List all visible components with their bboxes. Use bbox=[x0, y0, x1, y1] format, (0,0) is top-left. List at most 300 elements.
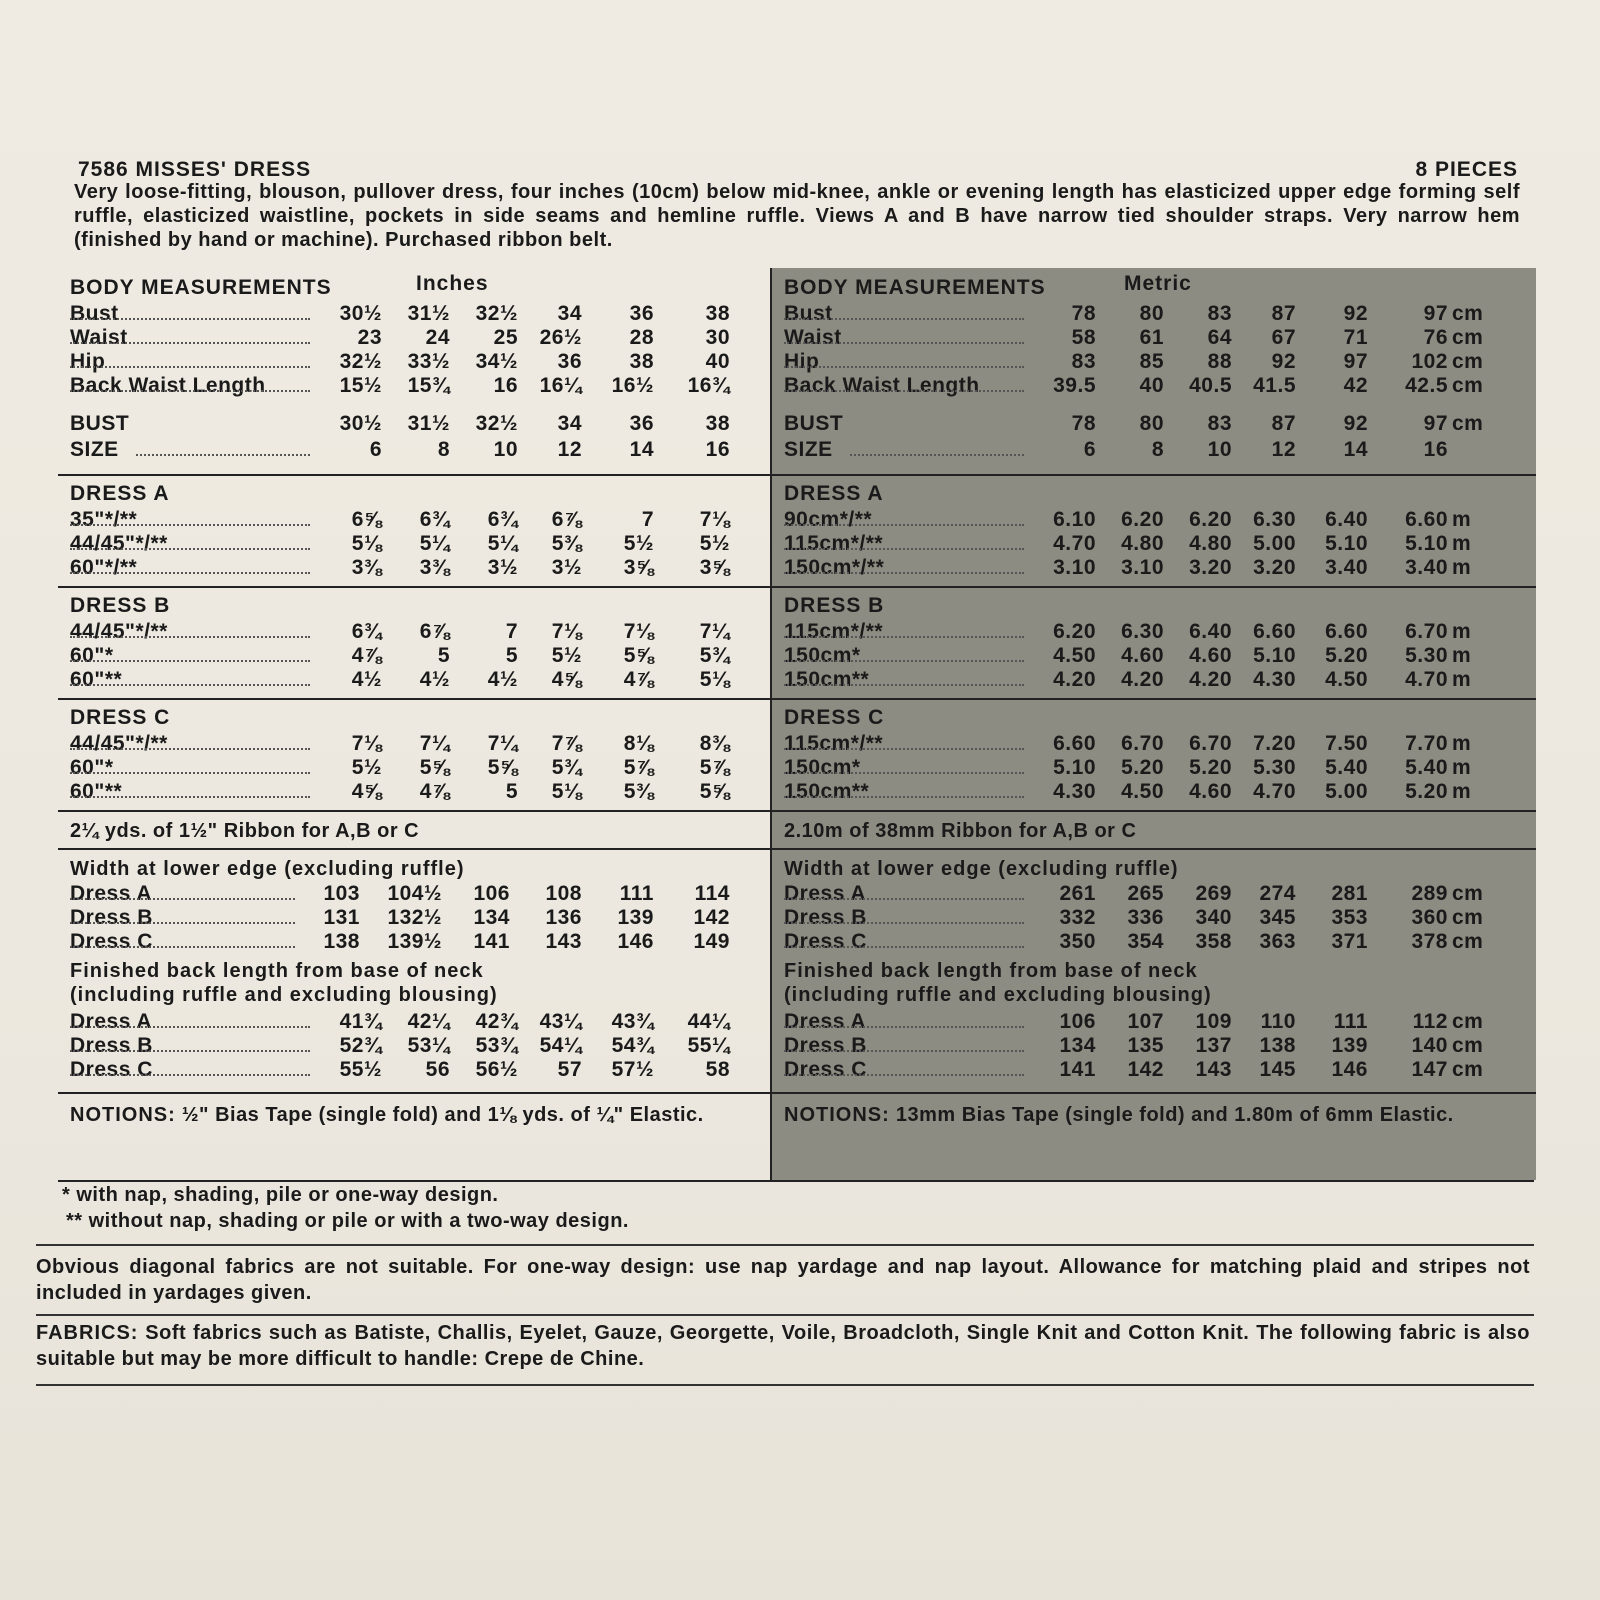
row-value: 4½ bbox=[351, 668, 382, 691]
row-value: 56½ bbox=[475, 1058, 518, 1081]
fabrics-note bbox=[36, 1320, 1530, 1372]
row-value: 3.10 bbox=[1053, 556, 1096, 579]
leader-dots bbox=[784, 772, 1024, 774]
row-value: 142 bbox=[693, 906, 730, 929]
table-row bbox=[784, 1034, 1526, 1058]
metric-column bbox=[770, 268, 1536, 1180]
row-value: 358 bbox=[1195, 930, 1232, 953]
length-heading: Finished back length from base of neck bbox=[70, 960, 484, 982]
footnotes bbox=[62, 1182, 629, 1234]
row-value: 3.40 bbox=[1325, 556, 1368, 579]
leader-dots bbox=[784, 572, 1024, 574]
table-row bbox=[70, 532, 760, 556]
row-value: 71 bbox=[1343, 326, 1368, 349]
row-value: 4.50 bbox=[1325, 668, 1368, 691]
row-value: 7.70 bbox=[1405, 732, 1448, 755]
bust-value: 32½ bbox=[475, 412, 518, 435]
row-value: 42¾ bbox=[475, 1010, 518, 1033]
bust-value: 97 bbox=[1423, 412, 1448, 435]
notions-note bbox=[70, 1102, 760, 1128]
row-value: 83 bbox=[1071, 350, 1096, 373]
row-value: 5⅝ bbox=[419, 756, 450, 779]
row-value: 3.20 bbox=[1189, 556, 1232, 579]
table-row bbox=[70, 620, 760, 644]
unit-label: m bbox=[1452, 732, 1472, 755]
row-label: 44/45"*/** bbox=[70, 532, 168, 555]
row-value: 109 bbox=[1195, 1010, 1232, 1033]
row-value: 3.40 bbox=[1405, 556, 1448, 579]
row-value: 265 bbox=[1127, 882, 1164, 905]
size-value: 16 bbox=[705, 438, 730, 461]
size-row bbox=[70, 438, 760, 462]
row-label: 44/45"*/** bbox=[70, 732, 168, 755]
table-row bbox=[784, 756, 1526, 780]
divider bbox=[36, 1384, 1534, 1386]
row-value: 6.10 bbox=[1053, 508, 1096, 531]
leader-dots bbox=[70, 1050, 310, 1052]
row-value: 4.70 bbox=[1053, 532, 1096, 555]
row-value: 3½ bbox=[487, 556, 518, 579]
length-heading: (including ruffle and excluding blousing) bbox=[784, 984, 1212, 1006]
row-value: 38 bbox=[629, 350, 654, 373]
row-label: Dress C bbox=[784, 1058, 867, 1081]
section-heading: DRESS C bbox=[784, 706, 885, 729]
row-value: 111 bbox=[619, 882, 654, 905]
leader-dots bbox=[136, 454, 310, 456]
row-value: 7⅛ bbox=[551, 620, 582, 643]
bust-row bbox=[70, 412, 760, 436]
row-label: Dress B bbox=[70, 1034, 153, 1057]
row-value: 4.60 bbox=[1189, 644, 1232, 667]
row-value: 6.40 bbox=[1325, 508, 1368, 531]
row-value: 42.5 bbox=[1405, 374, 1448, 397]
row-value: 146 bbox=[1331, 1058, 1368, 1081]
bust-value: 83 bbox=[1207, 412, 1232, 435]
unit-label: m bbox=[1452, 532, 1472, 555]
row-value: 4⅞ bbox=[351, 644, 382, 667]
leader-dots bbox=[784, 342, 1024, 344]
row-value: 53¼ bbox=[407, 1034, 450, 1057]
row-label: Dress A bbox=[784, 1010, 867, 1033]
size-value: 8 bbox=[1151, 438, 1164, 461]
row-value: 41.5 bbox=[1253, 374, 1296, 397]
pattern-title: 7586 MISSES' DRESS bbox=[78, 158, 312, 181]
row-value: 4.80 bbox=[1189, 532, 1232, 555]
table-row bbox=[70, 556, 760, 580]
row-value: 131 bbox=[323, 906, 360, 929]
unit-label: cm bbox=[1452, 374, 1484, 397]
row-value: 6.70 bbox=[1189, 732, 1232, 755]
row-value: 92 bbox=[1271, 350, 1296, 373]
row-value: 269 bbox=[1195, 882, 1232, 905]
yardage-section-dress-b bbox=[58, 588, 770, 700]
row-value: 5.30 bbox=[1405, 644, 1448, 667]
row-value: 106 bbox=[1059, 1010, 1096, 1033]
row-value: 135 bbox=[1127, 1034, 1164, 1057]
unit-label: m bbox=[1452, 620, 1472, 643]
row-value: 111 bbox=[1333, 1010, 1368, 1033]
ribbon-note: 2¼ yds. of 1½" Ribbon for A,B or C bbox=[70, 820, 420, 842]
leader-dots bbox=[70, 1026, 310, 1028]
leader-dots bbox=[70, 342, 310, 344]
leader-dots bbox=[70, 796, 310, 798]
row-label: Waist bbox=[784, 326, 842, 349]
table-row bbox=[784, 374, 1526, 398]
row-value: 289 bbox=[1411, 882, 1448, 905]
row-value: 5 bbox=[505, 780, 518, 803]
row-value: 6.60 bbox=[1325, 620, 1368, 643]
row-value: 6¾ bbox=[419, 508, 450, 531]
row-value: 16¼ bbox=[539, 374, 582, 397]
row-value: 4⅞ bbox=[419, 780, 450, 803]
row-value: 354 bbox=[1127, 930, 1164, 953]
unit-label: cm bbox=[1452, 412, 1484, 435]
row-value: 142 bbox=[1127, 1058, 1164, 1081]
row-value: 5⅞ bbox=[623, 756, 654, 779]
row-value: 64 bbox=[1207, 326, 1232, 349]
row-value: 54¾ bbox=[611, 1034, 654, 1057]
pieces-count: 8 PIECES bbox=[1415, 158, 1518, 181]
row-value: 6.60 bbox=[1053, 732, 1096, 755]
row-value: 281 bbox=[1331, 882, 1368, 905]
table-row bbox=[70, 374, 760, 398]
unit-label: m bbox=[1452, 756, 1472, 779]
row-value: 114 bbox=[694, 882, 730, 905]
footnote-nap: * with nap, shading, pile or one-way design. bbox=[62, 1184, 499, 1206]
section-heading: DRESS B bbox=[784, 594, 885, 617]
row-value: 40 bbox=[705, 350, 730, 373]
row-value: 5.40 bbox=[1325, 756, 1368, 779]
yardage-section-dress-b bbox=[772, 588, 1536, 700]
row-value: 7.50 bbox=[1325, 732, 1368, 755]
row-label: Dress B bbox=[784, 906, 867, 929]
unit-label: m bbox=[1452, 556, 1472, 579]
unit-label: m bbox=[1452, 780, 1472, 803]
row-value: 7¼ bbox=[487, 732, 518, 755]
leader-dots bbox=[784, 946, 1024, 948]
row-value: 3½ bbox=[551, 556, 582, 579]
row-value: 15½ bbox=[339, 374, 382, 397]
table-row bbox=[784, 620, 1526, 644]
row-value: 32½ bbox=[475, 302, 518, 325]
table-row bbox=[784, 906, 1526, 930]
row-value: 4.70 bbox=[1405, 668, 1448, 691]
row-value: 5⅞ bbox=[699, 756, 730, 779]
row-value: 139½ bbox=[387, 930, 442, 953]
bust-row bbox=[784, 412, 1526, 436]
notions-label: NOTIONS: bbox=[70, 1104, 176, 1126]
footnote-no-nap: ** without nap, shading or pile or with a two-way design. bbox=[66, 1210, 629, 1232]
row-value: 97 bbox=[1343, 350, 1368, 373]
row-value: 363 bbox=[1259, 930, 1296, 953]
bust-value: 34 bbox=[557, 412, 582, 435]
row-value: 25 bbox=[493, 326, 518, 349]
row-value: 145 bbox=[1259, 1058, 1296, 1081]
leader-dots bbox=[70, 684, 310, 686]
row-value: 23 bbox=[357, 326, 382, 349]
divider bbox=[36, 1314, 1534, 1316]
row-value: 146 bbox=[617, 930, 654, 953]
row-value: 54¼ bbox=[539, 1034, 582, 1057]
row-value: 52¾ bbox=[339, 1034, 382, 1057]
row-value: 4⅝ bbox=[551, 668, 582, 691]
row-value: 42 bbox=[1343, 374, 1368, 397]
row-value: 6.40 bbox=[1189, 620, 1232, 643]
row-value: 28 bbox=[629, 326, 654, 349]
row-value: 31½ bbox=[407, 302, 450, 325]
row-value: 141 bbox=[1059, 1058, 1096, 1081]
table-row bbox=[70, 1058, 760, 1082]
row-value: 4.60 bbox=[1189, 780, 1232, 803]
row-value: 371 bbox=[1331, 930, 1368, 953]
row-value: 132½ bbox=[387, 906, 442, 929]
row-value: 7¼ bbox=[699, 620, 730, 643]
row-value: 5¾ bbox=[699, 644, 730, 667]
row-label: Bust bbox=[784, 302, 833, 325]
row-value: 360 bbox=[1411, 906, 1448, 929]
section-heading: DRESS A bbox=[70, 482, 170, 505]
row-value: 4½ bbox=[419, 668, 450, 691]
size-value: 14 bbox=[629, 438, 654, 461]
row-value: 4.20 bbox=[1053, 668, 1096, 691]
row-value: 138 bbox=[323, 930, 360, 953]
row-value: 78 bbox=[1071, 302, 1096, 325]
leader-dots bbox=[784, 922, 1024, 924]
row-value: 55½ bbox=[339, 1058, 382, 1081]
row-value: 340 bbox=[1195, 906, 1232, 929]
length-heading: Finished back length from base of neck bbox=[784, 960, 1198, 982]
section-heading: BODY MEASUREMENTS bbox=[784, 276, 1046, 299]
row-value: 42¼ bbox=[407, 1010, 450, 1033]
leader-dots bbox=[784, 684, 1024, 686]
row-value: 5 bbox=[505, 644, 518, 667]
table-row bbox=[70, 1034, 760, 1058]
leader-dots bbox=[784, 318, 1024, 320]
row-value: 143 bbox=[545, 930, 582, 953]
size-label: SIZE bbox=[784, 438, 833, 461]
leader-dots bbox=[784, 1074, 1024, 1076]
row-value: 5.10 bbox=[1253, 644, 1296, 667]
row-label: Dress B bbox=[784, 1034, 867, 1057]
bust-value: 36 bbox=[629, 412, 654, 435]
row-value: 7 bbox=[505, 620, 518, 643]
table-row bbox=[784, 1010, 1526, 1034]
pattern-description: Very loose-fitting, blouson, pullover dress, four inches (10cm) below mid-knee, ankle or evening length has elasticized upper edge forming self ruffle, elasticized waistline, pockets in side seams and hemline ruffle. Views A and B have narrow tied shoulder straps. Very narrow hem (finished by hand or machine). Purchased ribbon belt. bbox=[74, 181, 1520, 251]
row-value: 6.60 bbox=[1253, 620, 1296, 643]
table-row bbox=[70, 350, 760, 374]
leader-dots bbox=[784, 1026, 1024, 1028]
table-row bbox=[784, 556, 1526, 580]
row-value: 5½ bbox=[699, 532, 730, 555]
row-value: 332 bbox=[1059, 906, 1096, 929]
leader-dots bbox=[784, 390, 1024, 392]
row-value: 36 bbox=[557, 350, 582, 373]
table-row bbox=[70, 906, 760, 930]
row-value: 108 bbox=[545, 882, 582, 905]
finished-measurements-section bbox=[772, 850, 1536, 1094]
row-value: 261 bbox=[1059, 882, 1096, 905]
row-value: 4.20 bbox=[1121, 668, 1164, 691]
row-label: Hip bbox=[70, 350, 106, 373]
row-value: 4.50 bbox=[1121, 780, 1164, 803]
divider bbox=[36, 1244, 1534, 1246]
row-value: 7¼ bbox=[419, 732, 450, 755]
section-heading: BODY MEASUREMENTS bbox=[70, 276, 332, 299]
notions-label: NOTIONS: bbox=[784, 1104, 890, 1126]
row-value: 40 bbox=[1139, 374, 1164, 397]
table-row bbox=[784, 644, 1526, 668]
unit-label: m bbox=[1452, 508, 1472, 531]
row-label: 150cm** bbox=[784, 780, 870, 803]
row-value: 378 bbox=[1411, 930, 1448, 953]
row-label: 115cm*/** bbox=[784, 532, 884, 555]
row-value: 85 bbox=[1139, 350, 1164, 373]
unit-heading: Inches bbox=[416, 272, 489, 295]
table-row bbox=[70, 668, 760, 692]
row-label: 150cm** bbox=[784, 668, 870, 691]
row-value: 7.20 bbox=[1253, 732, 1296, 755]
row-value: 104½ bbox=[387, 882, 442, 905]
leader-dots bbox=[70, 572, 310, 574]
table-row bbox=[784, 302, 1526, 326]
row-value: 3⅜ bbox=[419, 556, 450, 579]
row-value: 134 bbox=[473, 906, 510, 929]
yardage-section-dress-a bbox=[772, 476, 1536, 588]
row-value: 149 bbox=[693, 930, 730, 953]
row-label: 60"** bbox=[70, 780, 123, 803]
notions-text: 13mm Bias Tape (single fold) and 1.80m of 6mm Elastic. bbox=[895, 1104, 1454, 1126]
row-label: Back Waist Length bbox=[70, 374, 266, 397]
row-value: 136 bbox=[545, 906, 582, 929]
row-label: 60"** bbox=[70, 668, 123, 691]
row-value: 110 bbox=[1260, 1010, 1296, 1033]
row-value: 112 bbox=[1412, 1010, 1448, 1033]
row-label: 150cm* bbox=[784, 756, 861, 779]
row-value: 140 bbox=[1411, 1034, 1448, 1057]
table-row bbox=[70, 644, 760, 668]
row-value: 6.70 bbox=[1121, 732, 1164, 755]
table-row bbox=[70, 732, 760, 756]
row-value: 67 bbox=[1271, 326, 1296, 349]
row-value: 7⅞ bbox=[551, 732, 582, 755]
row-value: 5⅜ bbox=[623, 780, 654, 803]
notions-note bbox=[784, 1102, 1526, 1128]
row-label: Bust bbox=[70, 302, 119, 325]
bust-value: 31½ bbox=[407, 412, 450, 435]
row-value: 5.20 bbox=[1189, 756, 1232, 779]
row-value: 6.70 bbox=[1405, 620, 1448, 643]
ribbon-section bbox=[58, 812, 770, 850]
table-row bbox=[784, 326, 1526, 350]
unit-label: cm bbox=[1452, 302, 1484, 325]
leader-dots bbox=[70, 390, 310, 392]
row-value: 107 bbox=[1127, 1010, 1164, 1033]
table-row bbox=[70, 1010, 760, 1034]
width-heading: Width at lower edge (excluding ruffle) bbox=[784, 858, 1179, 880]
leader-dots bbox=[70, 772, 310, 774]
unit-label: cm bbox=[1452, 930, 1484, 953]
row-value: 6.30 bbox=[1121, 620, 1164, 643]
row-value: 4.30 bbox=[1053, 780, 1096, 803]
row-value: 138 bbox=[1259, 1034, 1296, 1057]
size-value: 12 bbox=[1271, 438, 1296, 461]
row-value: 80 bbox=[1139, 302, 1164, 325]
unit-label: m bbox=[1452, 668, 1472, 691]
row-value: 16¾ bbox=[687, 374, 730, 397]
row-value: 30 bbox=[705, 326, 730, 349]
fabrics-label: FABRICS: bbox=[36, 1322, 139, 1344]
row-value: 38 bbox=[705, 302, 730, 325]
size-value: 10 bbox=[493, 438, 518, 461]
row-value: 39.5 bbox=[1053, 374, 1096, 397]
section-heading: DRESS A bbox=[784, 482, 884, 505]
unit-label: cm bbox=[1452, 882, 1484, 905]
unit-label: cm bbox=[1452, 350, 1484, 373]
row-value: 26½ bbox=[539, 326, 582, 349]
leader-dots bbox=[70, 922, 295, 924]
row-label: 90cm*/** bbox=[784, 508, 873, 531]
row-value: 7⅛ bbox=[699, 508, 730, 531]
row-value: 6⅞ bbox=[551, 508, 582, 531]
table-row bbox=[784, 732, 1526, 756]
ribbon-note: 2.10m of 38mm Ribbon for A,B or C bbox=[784, 820, 1137, 842]
table-row bbox=[784, 930, 1526, 954]
row-value: 43¾ bbox=[611, 1010, 654, 1033]
size-value: 6 bbox=[1083, 438, 1096, 461]
yardage-section-dress-a bbox=[58, 476, 770, 588]
bust-value: 30½ bbox=[339, 412, 382, 435]
row-value: 34½ bbox=[475, 350, 518, 373]
row-value: 5.10 bbox=[1325, 532, 1368, 555]
leader-dots bbox=[70, 366, 310, 368]
row-value: 6¾ bbox=[351, 620, 382, 643]
row-value: 5¼ bbox=[487, 532, 518, 555]
row-value: 34 bbox=[557, 302, 582, 325]
row-value: 41¾ bbox=[339, 1010, 382, 1033]
leader-dots bbox=[70, 524, 310, 526]
inches-column bbox=[58, 268, 770, 1180]
body-measurements-section bbox=[772, 268, 1536, 476]
table-row bbox=[70, 882, 760, 906]
leader-dots bbox=[70, 898, 295, 900]
yardage-table bbox=[58, 268, 1534, 1182]
row-label: Waist bbox=[70, 326, 128, 349]
row-label: Dress A bbox=[70, 1010, 153, 1033]
row-value: 134 bbox=[1059, 1034, 1096, 1057]
row-value: 4.60 bbox=[1121, 644, 1164, 667]
unit-label: cm bbox=[1452, 1034, 1484, 1057]
table-row bbox=[784, 668, 1526, 692]
section-heading: DRESS C bbox=[70, 706, 171, 729]
leader-dots bbox=[70, 1074, 310, 1076]
notions-text: ½" Bias Tape (single fold) and 1⅛ yds. of ¼" Elastic. bbox=[181, 1104, 704, 1126]
leader-dots bbox=[784, 796, 1024, 798]
row-value: 3⅝ bbox=[623, 556, 654, 579]
table-row bbox=[70, 326, 760, 350]
bust-value: 92 bbox=[1343, 412, 1368, 435]
row-label: 60"* bbox=[70, 756, 114, 779]
leader-dots bbox=[784, 524, 1024, 526]
row-value: 5⅝ bbox=[487, 756, 518, 779]
row-value: 43¼ bbox=[539, 1010, 582, 1033]
size-row bbox=[784, 438, 1526, 462]
row-label: Dress A bbox=[784, 882, 867, 905]
row-value: 5.10 bbox=[1053, 756, 1096, 779]
fabrics-text: Soft fabrics such as Batiste, Challis, Eyelet, Gauze, Georgette, Voile, Broadcloth, Single Knit and Cotton Knit. The following fabric is also suitable but may be more difficult to handle: Crepe de Chine. bbox=[36, 1322, 1530, 1370]
row-label: 60"* bbox=[70, 644, 114, 667]
row-value: 5⅜ bbox=[551, 532, 582, 555]
row-value: 5½ bbox=[551, 644, 582, 667]
